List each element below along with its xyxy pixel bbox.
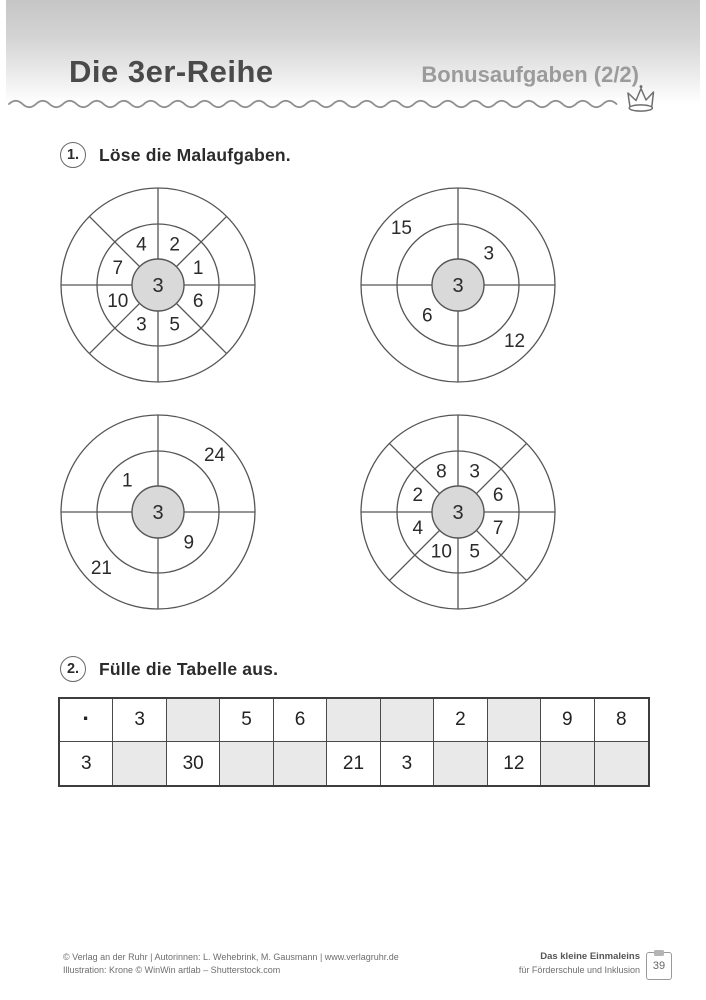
wheel-number: 6 xyxy=(421,305,433,327)
table-cell: 5 xyxy=(220,699,273,742)
wheel-center-number: 3 xyxy=(452,275,464,297)
wheel-number: 1 xyxy=(121,470,133,492)
page-title: Die 3er-Reihe xyxy=(69,54,274,89)
table-cell-empty xyxy=(381,699,434,742)
wheel-number: 5 xyxy=(169,314,180,336)
table-cell-empty xyxy=(220,742,273,785)
table-cell-empty xyxy=(541,742,594,785)
multiplication-wheel-4 xyxy=(358,412,558,612)
wheel-number: 2 xyxy=(412,484,424,506)
table-cell: 21 xyxy=(327,742,380,785)
task-1-label: Löse die Malaufgaben. xyxy=(99,144,291,165)
crown-icon xyxy=(624,85,658,117)
wheel-center-number: 3 xyxy=(152,275,164,297)
page-number-box xyxy=(646,952,672,980)
footer-series xyxy=(519,951,640,976)
table-cell: 3 xyxy=(60,742,113,785)
task-1-number-badge: 1. xyxy=(60,142,86,168)
task-1-header xyxy=(60,142,291,168)
wheel-number: 7 xyxy=(492,518,504,540)
task-2-label: Fülle die Tabelle aus. xyxy=(99,658,279,679)
table-cell: 9 xyxy=(541,699,594,742)
wheel-number: 24 xyxy=(203,444,226,466)
table-cell-empty xyxy=(167,699,220,742)
table-cell: 12 xyxy=(488,742,541,785)
wheel-number: 10 xyxy=(430,541,452,563)
footer-series-subtitle: für Förderschule und Inklusion xyxy=(518,964,640,975)
footer-series-title: Das kleine Einmaleins xyxy=(540,951,640,962)
task-2-number-badge: 2. xyxy=(60,656,86,682)
footer-credits-line2: Illustration: Krone © WinWin artlab – Shutterstock.com xyxy=(63,964,281,975)
wheel-center-number: 3 xyxy=(152,502,164,524)
wheel-number: 4 xyxy=(136,234,147,256)
page-number-tab xyxy=(654,950,664,956)
multiplication-table xyxy=(58,697,650,787)
table-cell: 2 xyxy=(434,699,487,742)
page-header xyxy=(6,0,700,108)
wheel-number: 1 xyxy=(192,257,204,279)
wheel-number: 3 xyxy=(469,461,480,483)
wheel-number: 8 xyxy=(436,461,447,483)
footer-credits xyxy=(63,951,399,976)
table-cell: 6 xyxy=(274,699,327,742)
wheel-number: 12 xyxy=(503,331,526,353)
page-number: 39 xyxy=(652,960,666,972)
table-cell: 8 xyxy=(595,699,648,742)
wheel-number: 7 xyxy=(112,257,124,279)
wheel-number: 3 xyxy=(136,314,147,336)
table-cell-empty xyxy=(327,699,380,742)
wheel-center-number: 3 xyxy=(452,502,464,524)
wavy-divider xyxy=(8,96,620,112)
wheel-number: 5 xyxy=(469,541,480,563)
table-cell-empty xyxy=(488,699,541,742)
wheel-number: 21 xyxy=(90,558,113,580)
wheel-number: 2 xyxy=(169,234,180,256)
table-cell: 3 xyxy=(113,699,166,742)
multiplication-wheel-1 xyxy=(58,185,258,385)
table-cell: 30 xyxy=(167,742,220,785)
wheel-number: 3 xyxy=(483,243,495,265)
footer-credits-line1: © Verlag an der Ruhr | Autorinnen: L. Wehebrink, M. Gausmann | www.verlagruhr.de xyxy=(63,952,399,962)
table-cell-empty xyxy=(274,742,327,785)
wheel-number: 9 xyxy=(183,532,195,554)
task-2-header xyxy=(60,656,278,682)
table-cell-empty xyxy=(113,742,166,785)
table-cell-empty xyxy=(434,742,487,785)
wheel-number: 6 xyxy=(192,291,204,313)
table-cell-empty xyxy=(595,742,648,785)
wheel-number: 15 xyxy=(390,217,413,239)
wheel-number: 6 xyxy=(492,484,504,506)
page-subtitle: Bonusaufgaben (2/2) xyxy=(421,62,639,87)
multiplication-wheel-2 xyxy=(358,185,558,385)
table-cell: 3 xyxy=(381,742,434,785)
wheel-number: 4 xyxy=(412,518,424,540)
multiplication-wheel-3 xyxy=(58,412,258,612)
table-cell: · xyxy=(60,699,113,742)
wheel-number: 10 xyxy=(107,291,129,313)
